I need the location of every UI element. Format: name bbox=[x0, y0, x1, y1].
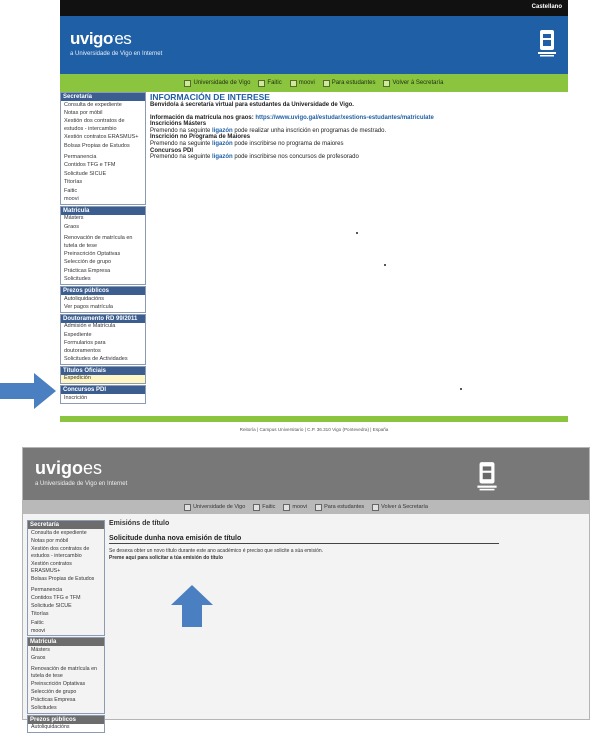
pdi-link[interactable]: ligazón bbox=[212, 154, 233, 161]
sidebar-group-title: Prezos públicos bbox=[61, 287, 145, 295]
nav-square-icon bbox=[323, 80, 330, 87]
sidebar-item-expedicion[interactable]: Expedición bbox=[61, 375, 145, 383]
logo-text: uvigo bbox=[70, 29, 113, 48]
sidebar-item-autoliquidacions[interactable]: Autoliquidacións bbox=[31, 724, 70, 731]
sidebar-item-masters[interactable]: Másters bbox=[64, 215, 84, 222]
nav-item-faitic[interactable] bbox=[258, 80, 281, 87]
sidebar-group-title: Concursos PDI bbox=[61, 386, 145, 394]
sidebar-item-contidos-tfg-e-tfm[interactable]: Contidos TFG e TFM bbox=[31, 595, 81, 602]
page-body bbox=[60, 92, 568, 420]
request-title-link[interactable]: Preme aquí para solicitar a túa emisión do título bbox=[109, 555, 223, 561]
nav-square-icon bbox=[253, 504, 260, 511]
nav-item-universidade-de-vigo[interactable] bbox=[184, 80, 250, 87]
nav-item-label: Volver á Secretaría bbox=[381, 504, 428, 510]
logo-es-text: es bbox=[114, 29, 132, 48]
sidebar-item-seleccion-de-grupo[interactable]: Selección de grupo bbox=[64, 259, 112, 266]
sidebar-item-preinscricion-optativas[interactable]: Preinscrición Optativas bbox=[31, 681, 86, 688]
screenshot-current-portal bbox=[60, 0, 568, 436]
sidebar-item-titorias[interactable]: Titorías bbox=[31, 611, 49, 618]
sidebar-group-prezos-publicos bbox=[60, 286, 146, 313]
sidebar-item-permanencia[interactable]: Permanencia bbox=[64, 153, 97, 160]
page-title: INFORMACIÓN DE INTERESE bbox=[150, 92, 270, 102]
sidebar-item-solicitude-sicue[interactable]: Solicitude SICUE bbox=[31, 603, 72, 610]
site-header bbox=[60, 16, 568, 74]
nav-item-label: Faitic bbox=[267, 80, 282, 86]
sidebar-item-xestion-dos-contratos-de-estudos-intercambio[interactable]: Xestión dos contratos de estudos - intercambio bbox=[64, 118, 125, 132]
sidebar-item-formularios-para-doutoramentos[interactable]: Formularios para doutoramentos bbox=[64, 340, 106, 354]
page-title: Emisións de título bbox=[109, 520, 170, 527]
sidebar-item-solicitudes[interactable]: Solicitudes bbox=[31, 705, 57, 712]
sidebar-item-xestion-dos-contratos-de-estudos-intercambio[interactable]: Xestión dos contratos de estudos - intercambio bbox=[31, 545, 90, 559]
sidebar-item-masters[interactable]: Másters bbox=[31, 646, 50, 653]
sidebar-group-titulos-oficiais bbox=[60, 366, 146, 384]
sidebar-item-inscricion[interactable]: Inscrición bbox=[64, 394, 88, 401]
nav-square-icon bbox=[315, 504, 322, 511]
sidebar-item-notas-por-mobil[interactable]: Notas por móbil bbox=[64, 109, 103, 116]
sidebar-group-title: Matrícula bbox=[28, 638, 104, 646]
section-heading-pdi: Concursos PDI bbox=[150, 147, 194, 154]
nav-square-icon bbox=[383, 80, 390, 87]
matricula-link[interactable]: https://www.uvigo.gal/estudar/xestions-estudantes/matriculate bbox=[255, 114, 434, 121]
section-heading-masters: Inscricións Másters bbox=[150, 121, 207, 128]
sidebar-item-consulta-de-expediente[interactable]: Consulta de expediente bbox=[64, 101, 122, 108]
section-text-pdi: Premendo na seguinte ligazón pode inscribirse nos concursos de profesorado bbox=[150, 154, 359, 161]
sidebar-item-expediente[interactable]: Expediente bbox=[64, 331, 92, 338]
sidebar-item-bolsas-propias-de-estudos[interactable]: Bolsas Propias de Estudos bbox=[64, 142, 130, 149]
sidebar bbox=[27, 520, 105, 734]
maiores-link[interactable]: ligazón bbox=[212, 140, 233, 147]
masters-link[interactable]: ligazón bbox=[212, 127, 233, 134]
nav-item-label: moovi bbox=[292, 504, 308, 510]
matricula-label: Información da matrícula nos graos: bbox=[150, 114, 254, 121]
site-header bbox=[23, 448, 589, 500]
logo-es-text: es bbox=[83, 458, 103, 478]
sidebar-group-title: Doutoramento RD 99/2011 bbox=[61, 315, 145, 323]
stray-dot bbox=[384, 264, 386, 266]
sidebar-group-title: Secretaría bbox=[61, 93, 145, 101]
section-text-masters: Premendo na seguinte ligazón pode realizar unha inscrición en programas de mestrado. bbox=[150, 127, 387, 134]
sidebar-item-contidos-tfg-e-tfm[interactable]: Contidos TFG e TFM bbox=[64, 162, 116, 169]
nav-item-faitic[interactable] bbox=[253, 504, 275, 511]
uvigo-logo[interactable]: uvigo·es bbox=[70, 29, 132, 48]
nav-item-label: moovi bbox=[298, 80, 315, 86]
sidebar-group-title: Títulos Oficiais bbox=[61, 367, 145, 375]
sidebar-group-prezos-publicos bbox=[27, 715, 105, 733]
nav-item-universidade-de-vigo[interactable] bbox=[184, 504, 245, 511]
nav-item-label: Para estudantes bbox=[331, 80, 376, 86]
sidebar-item-graos[interactable]: Graos bbox=[64, 223, 79, 230]
sidebar-item-moovi[interactable]: moovi bbox=[64, 195, 79, 202]
sidebar-group-title: Matrícula bbox=[61, 207, 145, 215]
sidebar-item-titorias[interactable]: Titorías bbox=[64, 179, 83, 186]
stray-dot bbox=[460, 388, 462, 390]
sidebar-item-consulta-de-expediente[interactable]: Consulta de expediente bbox=[31, 529, 87, 536]
sidebar-item-practicas-empresa[interactable]: Prácticas Empresa bbox=[31, 697, 76, 704]
main-content bbox=[150, 92, 568, 161]
language-bar bbox=[60, 0, 568, 16]
sidebar-item-autoliquidacions[interactable]: Autoliquidacións bbox=[64, 295, 105, 302]
nav-square-icon bbox=[283, 504, 290, 511]
nav-item-moovi[interactable] bbox=[290, 80, 315, 87]
nav-square-icon bbox=[258, 80, 265, 87]
logo-subtitle: a Universidade de Vigo en Internet bbox=[70, 51, 163, 57]
sidebar-group-secretaria bbox=[60, 92, 146, 205]
sidebar-item-xestion-contratos-erasmus[interactable]: Xestión contratos ERASMUS+ bbox=[31, 560, 72, 574]
sidebar-group-title: Prezos públicos bbox=[28, 716, 104, 724]
welcome-text: Benvido/a á secretaría virtual para estudantes da Universidade de Vigo. bbox=[150, 102, 354, 108]
nav-item-para-estudantes[interactable] bbox=[323, 80, 376, 87]
nav-item-label: Universidade de Vigo bbox=[193, 504, 246, 510]
main-content bbox=[109, 520, 499, 562]
sidebar-item-moovi[interactable]: moovi bbox=[31, 627, 46, 634]
nav-square-icon bbox=[290, 80, 297, 87]
nav-item-label: Para estudantes bbox=[324, 504, 365, 510]
info-text: Se desexa obter un novo título durante este ano académico é preciso que solicite a súa emisión. bbox=[109, 548, 324, 554]
nav-item-volver-a-secretaria[interactable] bbox=[372, 504, 428, 511]
page-body bbox=[23, 514, 589, 731]
footer-green-bar bbox=[60, 416, 568, 422]
pointer-arrow-up-icon bbox=[171, 585, 213, 627]
nav-item-moovi[interactable] bbox=[283, 504, 307, 511]
pointer-arrow-right-icon bbox=[0, 373, 56, 409]
sidebar-item-permanencia[interactable]: Permanencia bbox=[31, 587, 63, 594]
nav-item-label: Volver á Secretaría bbox=[392, 80, 444, 86]
sidebar-item-solicitudes-de-actividades[interactable]: Solicitudes de Actividades bbox=[64, 356, 128, 363]
nav-square-icon bbox=[372, 504, 379, 511]
sidebar-item-solicitude-sicue[interactable]: Solicitude SICUE bbox=[64, 170, 107, 177]
uvigo-logo[interactable] bbox=[35, 458, 102, 479]
logo-subtitle: a Universidade de Vigo en Internet bbox=[35, 481, 128, 487]
section-heading-maiores: Inscrición no Programa de Maiores bbox=[150, 134, 251, 141]
sidebar-item-solicitudes[interactable]: Solicitudes bbox=[64, 276, 91, 283]
sidebar-item-faitic[interactable]: Faitic bbox=[64, 187, 78, 194]
section-subtitle: Solicitude dunha nova emisión de título bbox=[109, 535, 499, 544]
sidebar-item-graos[interactable]: Graos bbox=[31, 654, 46, 661]
nav-item-volver-a-secretaria[interactable] bbox=[383, 80, 443, 87]
university-crest-icon bbox=[536, 28, 558, 58]
top-navigation bbox=[60, 74, 568, 92]
sidebar-group-concursos-pdi bbox=[60, 385, 146, 403]
sidebar-group-matricula bbox=[60, 206, 146, 285]
sidebar-item-renovacion-de-matricula-en-tutela-de-tese[interactable]: Renovación de matrícula en tutela de tese bbox=[64, 235, 133, 249]
nav-item-para-estudantes[interactable] bbox=[315, 504, 364, 511]
section-text-maiores: Premendo na seguinte ligazón pode inscribirse no programa de maiores bbox=[150, 140, 344, 147]
sidebar-item-bolsas-propias-de-estudos[interactable]: Bolsas Propias de Estudos bbox=[31, 576, 95, 583]
nav-square-icon bbox=[184, 504, 191, 511]
language-link[interactable]: Castellano bbox=[531, 4, 562, 10]
sidebar-item-admision-e-matricula[interactable]: Admisión e Matrícula bbox=[64, 323, 116, 330]
footer-address: Reitoría | Campus Universitario | C.P. 36.310 Vigo (Pontevedra) | España bbox=[239, 427, 389, 432]
nav-square-icon bbox=[184, 80, 191, 87]
nav-item-label: Faitic bbox=[262, 504, 276, 510]
screenshot-title-issue-page bbox=[22, 447, 590, 731]
sidebar-item-seleccion-de-grupo[interactable]: Selección de grupo bbox=[31, 689, 77, 696]
sidebar-item-xestion-contratos-erasmus[interactable]: Xestión contratos ERASMUS+ bbox=[64, 134, 139, 141]
sidebar-group-matricula bbox=[27, 637, 105, 714]
nav-item-label: Universidade de Vigo bbox=[193, 80, 251, 86]
sidebar-item-faitic[interactable]: Faitic bbox=[31, 619, 44, 626]
logo-text: uvigo bbox=[35, 458, 83, 478]
sidebar-item-preinscricion-optativas[interactable]: Preinscrición Optativas bbox=[64, 251, 121, 257]
sidebar-item-renovacion-de-matricula-en-tutela-de-tese[interactable]: Renovación de matrícula en tutela de tese bbox=[31, 665, 97, 679]
sidebar-group-doutoramento-rd-99-2011 bbox=[60, 314, 146, 365]
sidebar-item-practicas-empresa[interactable]: Prácticas Empresa bbox=[64, 267, 111, 274]
sidebar-item-ver-pagos-matricula[interactable]: Ver pagos matrícula bbox=[64, 304, 113, 311]
top-navigation bbox=[23, 500, 589, 514]
sidebar bbox=[60, 92, 146, 405]
stray-dot bbox=[356, 232, 358, 234]
sidebar-item-notas-por-mobil[interactable]: Notas por móbil bbox=[31, 537, 69, 544]
sidebar-group-secretaria bbox=[27, 520, 105, 636]
sidebar-group-title: Secretaría bbox=[28, 521, 104, 529]
university-crest-icon bbox=[475, 460, 499, 492]
